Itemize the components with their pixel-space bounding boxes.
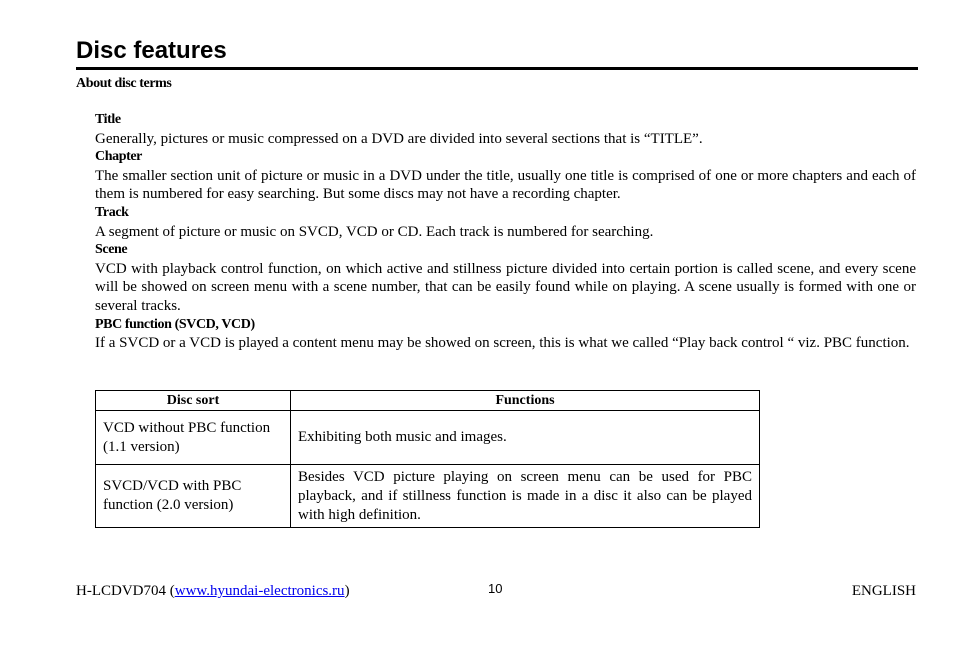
terms-list <box>95 111 916 353</box>
table-cell-function: Exhibiting both music and images. <box>291 411 760 465</box>
footer-model-close: ) <box>344 583 350 599</box>
term-name: Track <box>95 204 129 220</box>
footer-model <box>76 581 350 601</box>
section-subtitle: About disc terms <box>76 76 172 91</box>
table-header-functions: Functions <box>291 391 760 411</box>
website-link[interactable]: www.hyundai-electronics.ru <box>174 583 345 599</box>
term-entry <box>95 316 916 353</box>
term-name: Scene <box>95 242 128 258</box>
footer-language: ENGLISH <box>851 583 916 599</box>
term-entry <box>95 204 916 241</box>
term-entry <box>95 148 916 204</box>
table-cell-disc-sort: SVCD/VCD with PBC function (2.0 version) <box>96 465 291 528</box>
term-definition: VCD with playback control function, on which active and stillness picture divided into certain portion is called scene, and every scene will be showed on screen menu with a scene number, that can be easily found while on playing. A scene usually is formed with one or several tracks. <box>95 260 916 314</box>
term-definition: The smaller section unit of picture or music in a DVD under the title, usually one title is comprised of one or more chapters and each of them is numbered for easy searching. But some discs may not have a recording chapter. <box>95 167 916 203</box>
disc-sort-table <box>95 390 760 528</box>
term-definition: Generally, pictures or music compressed on a DVD are divided into several sections that is “TITLE”. <box>95 130 703 147</box>
page-number: 10 <box>488 581 503 596</box>
term-name: Chapter <box>95 149 142 165</box>
table-cell-function: Besides VCD picture playing on screen menu can be used for PBC playback, and if stillness function is made in a disc it also can be played with high definition. <box>291 465 760 528</box>
table-row <box>96 411 760 465</box>
table-header-row <box>96 391 760 411</box>
term-name: PBC function (SVCD, VCD) <box>95 316 255 332</box>
term-name: Title <box>95 112 121 127</box>
table-header-disc-sort: Disc sort <box>96 391 291 411</box>
table-cell-disc-sort: VCD without PBC function (1.1 version) <box>96 411 291 465</box>
page-title: Disc features <box>76 37 227 64</box>
term-definition: If a SVCD or a VCD is played a content menu may be showed on screen, this is what we called “Play back control “ viz. PBC function. <box>95 335 910 352</box>
term-entry <box>95 241 916 315</box>
table-row <box>96 465 760 528</box>
term-entry <box>95 111 916 148</box>
term-definition: A segment of picture or music on SVCD, VCD or CD. Each track is numbered for searching. <box>95 223 654 240</box>
footer-model-label: H-LCDVD704 ( <box>76 583 175 599</box>
title-divider <box>76 67 918 70</box>
